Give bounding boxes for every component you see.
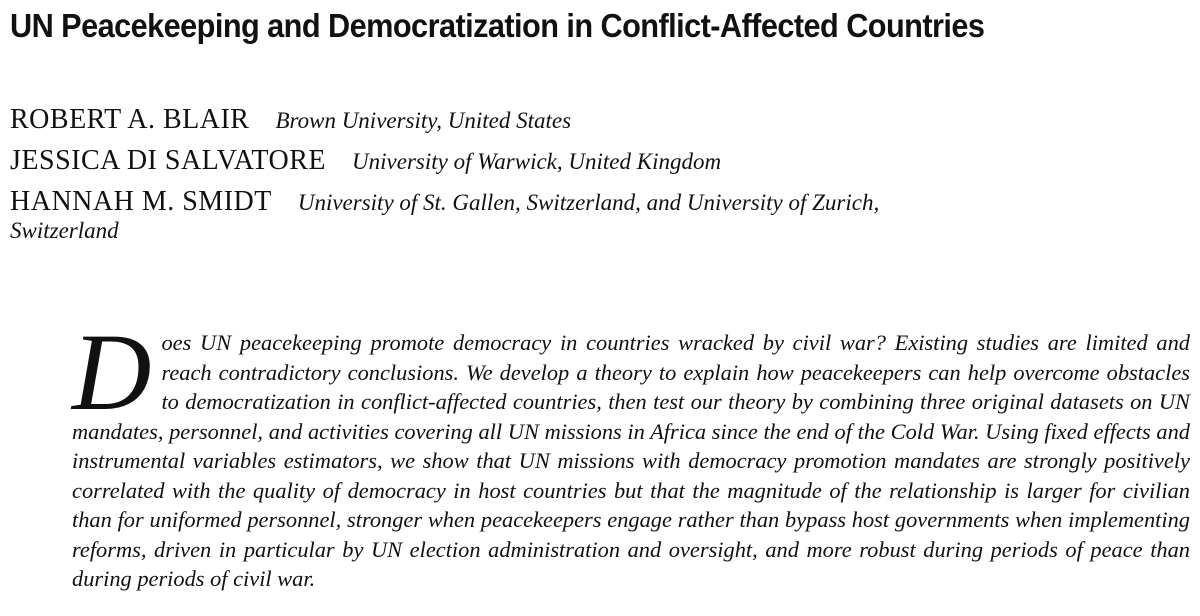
abstract [72,311,1190,594]
author-affiliation: University of St. Gallen, Switzerland, and University of Zurich, [297,190,880,215]
author-entry [10,141,1190,182]
author-name: JESSICA DI SALVATORE [10,145,327,176]
author-list [10,100,1190,245]
author-affiliation: Brown University, United States [275,108,572,133]
paper-title: UN Peacekeeping and Democratization in Conflict-Affected Countries [10,7,985,44]
abstract-text: oes UN peacekeeping promote democracy in countries wracked by civil war? Existing studies are limited and reach contradictory conclusions. We develop a theory to explain how peacekeepers can help overcome obstacles to democratization in conflict-affected countries, then test our theory by combining three original datasets on UN mandates, personnel, and activities covering all UN missions in Africa since the end of the Cold War. Using fixed effects and instrumental variables estimators, we show that UN missions with democracy promotion mandates are strongly positively correlated with the quality of democracy in host countries but that the magnitude of the relationship is larger for civilian than for uniformed personnel, stronger when peacekeepers engage rather than bypass host governments when implementing reforms, driven in particular by UN election administration and oversight, and more robust during periods of peace than during periods of civil war. [72,330,1190,591]
author-affiliation-continued: Switzerland [10,218,119,243]
author-affiliation: University of Warwick, United Kingdom [352,149,722,174]
author-entry [10,100,1190,141]
author-name: HANNAH M. SMIDT [10,186,272,217]
abstract-dropcap: D [72,311,152,433]
author-name: ROBERT A. BLAIR [10,104,250,135]
